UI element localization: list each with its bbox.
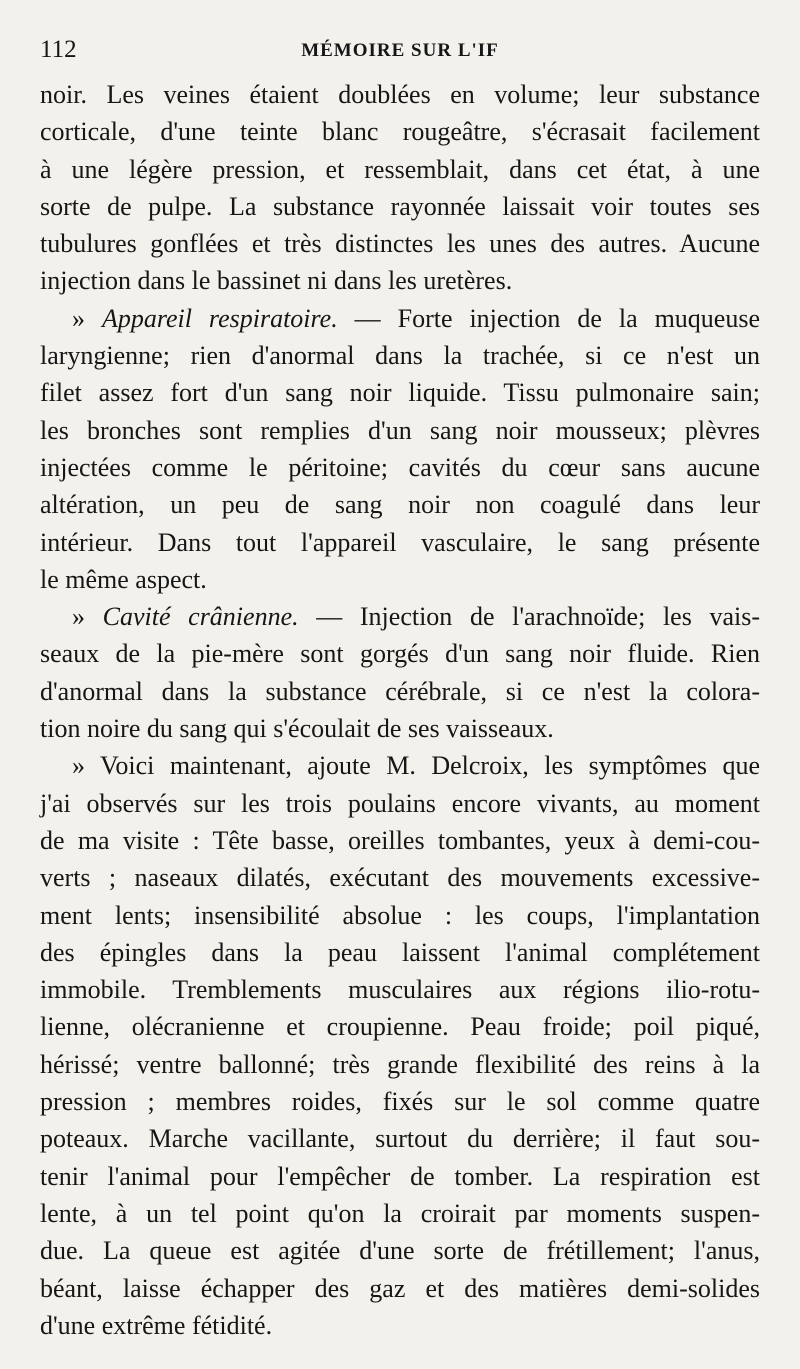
text-line: immobile. Tremblements musculaires aux régions ilio-rotu- [40, 975, 760, 1005]
text-line: intérieur. Dans tout l'appareil vasculaire, le sang présente [40, 527, 760, 557]
text-line: corticale, d'une teinte blanc rougeâtre, s'écrasait facilement [40, 117, 760, 147]
text-line: tubulures gonflées et très distinctes les unes des autres. Aucune [40, 229, 760, 259]
text-line: à une légère pression, et ressemblait, dans cet état, à une [40, 154, 760, 184]
text-line: lienne, olécranienne et croupienne. Peau froide; poil piqué, [40, 1012, 760, 1042]
page-number: 112 [40, 36, 77, 63]
lead-text: — Injection de l'arachnoïde; les vais- [298, 602, 761, 632]
paragraph-cavite-cranienne [40, 598, 760, 747]
paragraph-symptomes [40, 747, 760, 1344]
text-line: pression ; membres roides, fixés sur le sol comme quatre [40, 1087, 760, 1117]
text-line: sorte de pulpe. La substance rayonnée laissait voir toutes ses [40, 191, 760, 221]
text-line: poteaux. Marche vacillante, surtout du derrière; il faut sou- [40, 1124, 760, 1154]
text-line: lente, à un tel point qu'on la croirait par moments suspen- [40, 1198, 760, 1228]
text-line: ment lents; insensibilité absolue : les coups, l'implantation [40, 900, 760, 930]
paragraph-reins [40, 76, 760, 300]
text-line: noir. Les veines étaient doublées en volume; leur substance [40, 80, 760, 109]
paragraph-lead-line [40, 300, 760, 337]
paragraph-appareil-respiratoire [40, 300, 760, 598]
text-line: tion noire du sang qui s'écoulait de ses vaisseaux. [40, 714, 554, 744]
page-header [40, 28, 760, 68]
text-line: injectées comme le péritoine; cavités du cœur sans aucune [40, 452, 760, 482]
text-line: béant, laisse échapper des gaz et des matières demi-solides [40, 1273, 760, 1303]
text-line: j'ai observés sur les trois poulains encore vivants, au moment [40, 788, 760, 818]
paragraph-lead-line [40, 598, 760, 635]
running-title: MÉMOIRE SUR L'IF [301, 40, 499, 61]
section-heading-appareil-respiratoire: Appareil respiratoire. [101, 303, 338, 333]
text-line: les bronches sont remplies d'un sang noir mousseux; plèvres [40, 415, 760, 445]
text-line: hérissé; ventre ballonné; très grande flexibilité des reins à la [40, 1049, 760, 1079]
text-line: seaux de la pie-mère sont gorgés d'un sang noir fluide. Rien [40, 639, 760, 669]
text-line: d'une extrême fétidité. [40, 1310, 273, 1340]
text-line: verts ; naseaux dilatés, exécutant des mouvements excessive- [40, 863, 760, 893]
quote-mark: » [72, 602, 85, 632]
text-line: » Voici maintenant, ajoute M. Delcroix, les symptômes que [72, 751, 760, 781]
lead-text: — Forte injection de la muqueuse [337, 303, 760, 333]
text-line: des épingles dans la peau laissent l'animal complétement [40, 937, 760, 967]
text-line: due. La queue est agitée d'une sorte de frétillement; l'anus, [40, 1236, 760, 1266]
text-line: d'anormal dans la substance cérébrale, si ce n'est la colora- [40, 676, 760, 706]
text-line: filet assez fort d'un sang noir liquide. Tissu pulmonaire sain; [40, 378, 760, 408]
body-text [40, 76, 760, 1344]
section-heading-cavite-cranienne: Cavité crânienne. [102, 602, 299, 632]
text-line: le même aspect. [40, 564, 207, 594]
quote-mark: » [72, 303, 85, 333]
text-line: tenir l'animal pour l'empêcher de tomber. La respiration est [40, 1161, 760, 1191]
text-line: de ma visite : Tête basse, oreilles tombantes, yeux à demi-cou- [40, 825, 760, 855]
text-line: injection dans le bassinet ni dans les uretères. [40, 266, 513, 296]
text-line: laryngienne; rien d'anormal dans la trachée, si ce n'est un [40, 341, 760, 371]
text-line: altération, un peu de sang noir non coagulé dans leur [40, 490, 760, 520]
